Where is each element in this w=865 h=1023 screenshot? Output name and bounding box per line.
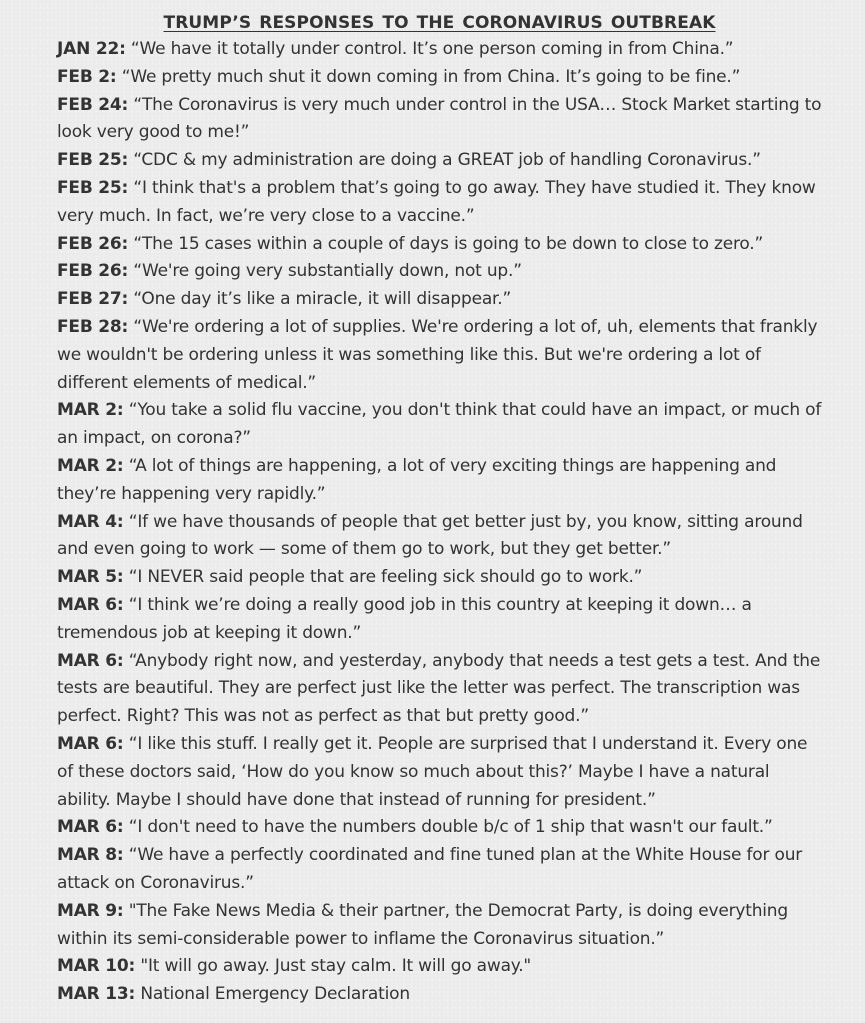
entry-date: MAR 6:	[57, 650, 124, 671]
entry-quote: “CDC & my administration are doing a GREAT job of handling Coronavirus.”	[133, 150, 761, 171]
entry-quote: "It will go away. Just stay calm. It will go away."	[140, 956, 532, 977]
timeline-entry	[57, 286, 827, 314]
timeline-entry	[57, 92, 827, 148]
entry-date: MAR 6:	[57, 817, 124, 838]
entry-quote: “The Coronavirus is very much under control in the USA… Stock Market starting to look very good to me!”	[57, 94, 822, 143]
timeline-entry	[57, 592, 827, 648]
entry-quote: “We have a perfectly coordinated and fine tuned plan at the White House for our attack on Coronavirus.”	[57, 845, 803, 893]
entry-date: MAR 5:	[57, 567, 124, 588]
entry-quote: “The 15 cases within a couple of days is going to be down to close to zero.”	[133, 233, 764, 254]
timeline-entry	[57, 147, 827, 175]
entry-date: FEB 2:	[57, 66, 117, 87]
entry-quote: “I NEVER said people that are feeling sick should go to work.”	[128, 567, 643, 588]
entry-quote: “I don't need to have the numbers double b/c of 1 ship that wasn't our fault.”	[128, 817, 773, 838]
entry-date: MAR 2:	[57, 455, 124, 476]
entry-quote: “I think that's a problem that’s going to go away. They have studied it. They know very much. In fact, we’re very close to a vaccine.”	[57, 177, 816, 226]
timeline-entry	[57, 842, 827, 898]
entry-date: JAN 22:	[57, 39, 126, 59]
entry-quote: “We're going very substantially down, not up.”	[133, 261, 522, 282]
timeline-entry	[57, 397, 827, 453]
entry-date: MAR 2:	[57, 400, 124, 421]
entry-quote: “We have it totally under control. It’s one person coming in from China.”	[130, 39, 734, 59]
entry-date: FEB 28:	[57, 316, 129, 337]
entry-quote: “We're ordering a lot of supplies. We're ordering a lot of, uh, elements that frankly we wouldn't be ordering unless it was something like this. But we're ordering a lot of different elements of medical.”	[57, 316, 818, 393]
entry-date: FEB 26:	[57, 261, 129, 282]
entry-quote: “We pretty much shut it down coming in from China. It’s going to be fine.”	[121, 66, 741, 87]
timeline-entry	[57, 314, 827, 397]
timeline-list	[57, 36, 825, 1009]
timeline-entry	[57, 898, 827, 954]
entry-date: MAR 6:	[57, 594, 124, 615]
entry-quote: “Anybody right now, and yesterday, anybody that needs a test gets a test. And the tests are beautiful. They are perfect just like the letter was perfect. The transcription was perfect. Right? This was not as perfect as that but pretty good.”	[57, 650, 821, 727]
document-title: TRUMP’S RESPONSES TO THE CORONAVIRUS OUTBREAK	[163, 13, 716, 33]
timeline-entry	[57, 453, 827, 509]
entry-date: MAR 10:	[57, 956, 136, 977]
entry-date: FEB 24:	[57, 94, 129, 115]
entry-quote: “You take a solid flu vaccine, you don't think that could have an impact, or much of an impact, on corona?”	[57, 400, 822, 449]
entry-date: MAR 6:	[57, 733, 124, 754]
timeline-entry	[57, 814, 827, 842]
entry-date: FEB 27:	[57, 289, 129, 310]
entry-date: MAR 13:	[57, 984, 136, 1005]
timeline-entry	[57, 231, 827, 259]
timeline-entry	[57, 258, 827, 286]
entry-quote: National Emergency Declaration	[140, 984, 410, 1005]
timeline-entry	[57, 36, 827, 64]
entry-date: FEB 26:	[57, 233, 129, 254]
entry-date: MAR 8:	[57, 845, 124, 866]
entry-quote: “I think we’re doing a really good job in this country at keeping it down… a tremendous job at keeping it down.”	[57, 594, 752, 643]
entry-date: MAR 9:	[57, 900, 124, 921]
entry-date: FEB 25:	[57, 150, 129, 171]
entry-quote: "The Fake News Media & their partner, the Democrat Party, is doing everything within its semi-considerable power to inflame the Coronavirus situation.”	[57, 900, 788, 949]
timeline-entry	[57, 648, 827, 731]
timeline-entry	[57, 953, 827, 981]
timeline-entry	[57, 564, 827, 592]
entry-date: MAR 4:	[57, 511, 124, 532]
timeline-entry	[57, 175, 827, 231]
timeline-entry	[57, 981, 827, 1009]
entry-quote: “One day it’s like a miracle, it will disappear.”	[133, 289, 512, 310]
entry-date: FEB 25:	[57, 177, 129, 198]
timeline-entry	[57, 509, 827, 565]
entry-quote: “A lot of things are happening, a lot of very exciting things are happening and they’re happening very rapidly.”	[57, 455, 777, 504]
timeline-entry	[57, 731, 827, 814]
timeline-entry	[57, 64, 827, 92]
entry-quote: “I like this stuff. I really get it. People are surprised that I understand it. Every one of these doctors said, ‘How do you know so much about this?’ Maybe I have a natural ability. Maybe I should have done that instead of running for president.”	[57, 733, 808, 810]
entry-quote: “If we have thousands of people that get better just by, you know, sitting around and even going to work — some of them go to work, but they get better.”	[57, 511, 803, 560]
